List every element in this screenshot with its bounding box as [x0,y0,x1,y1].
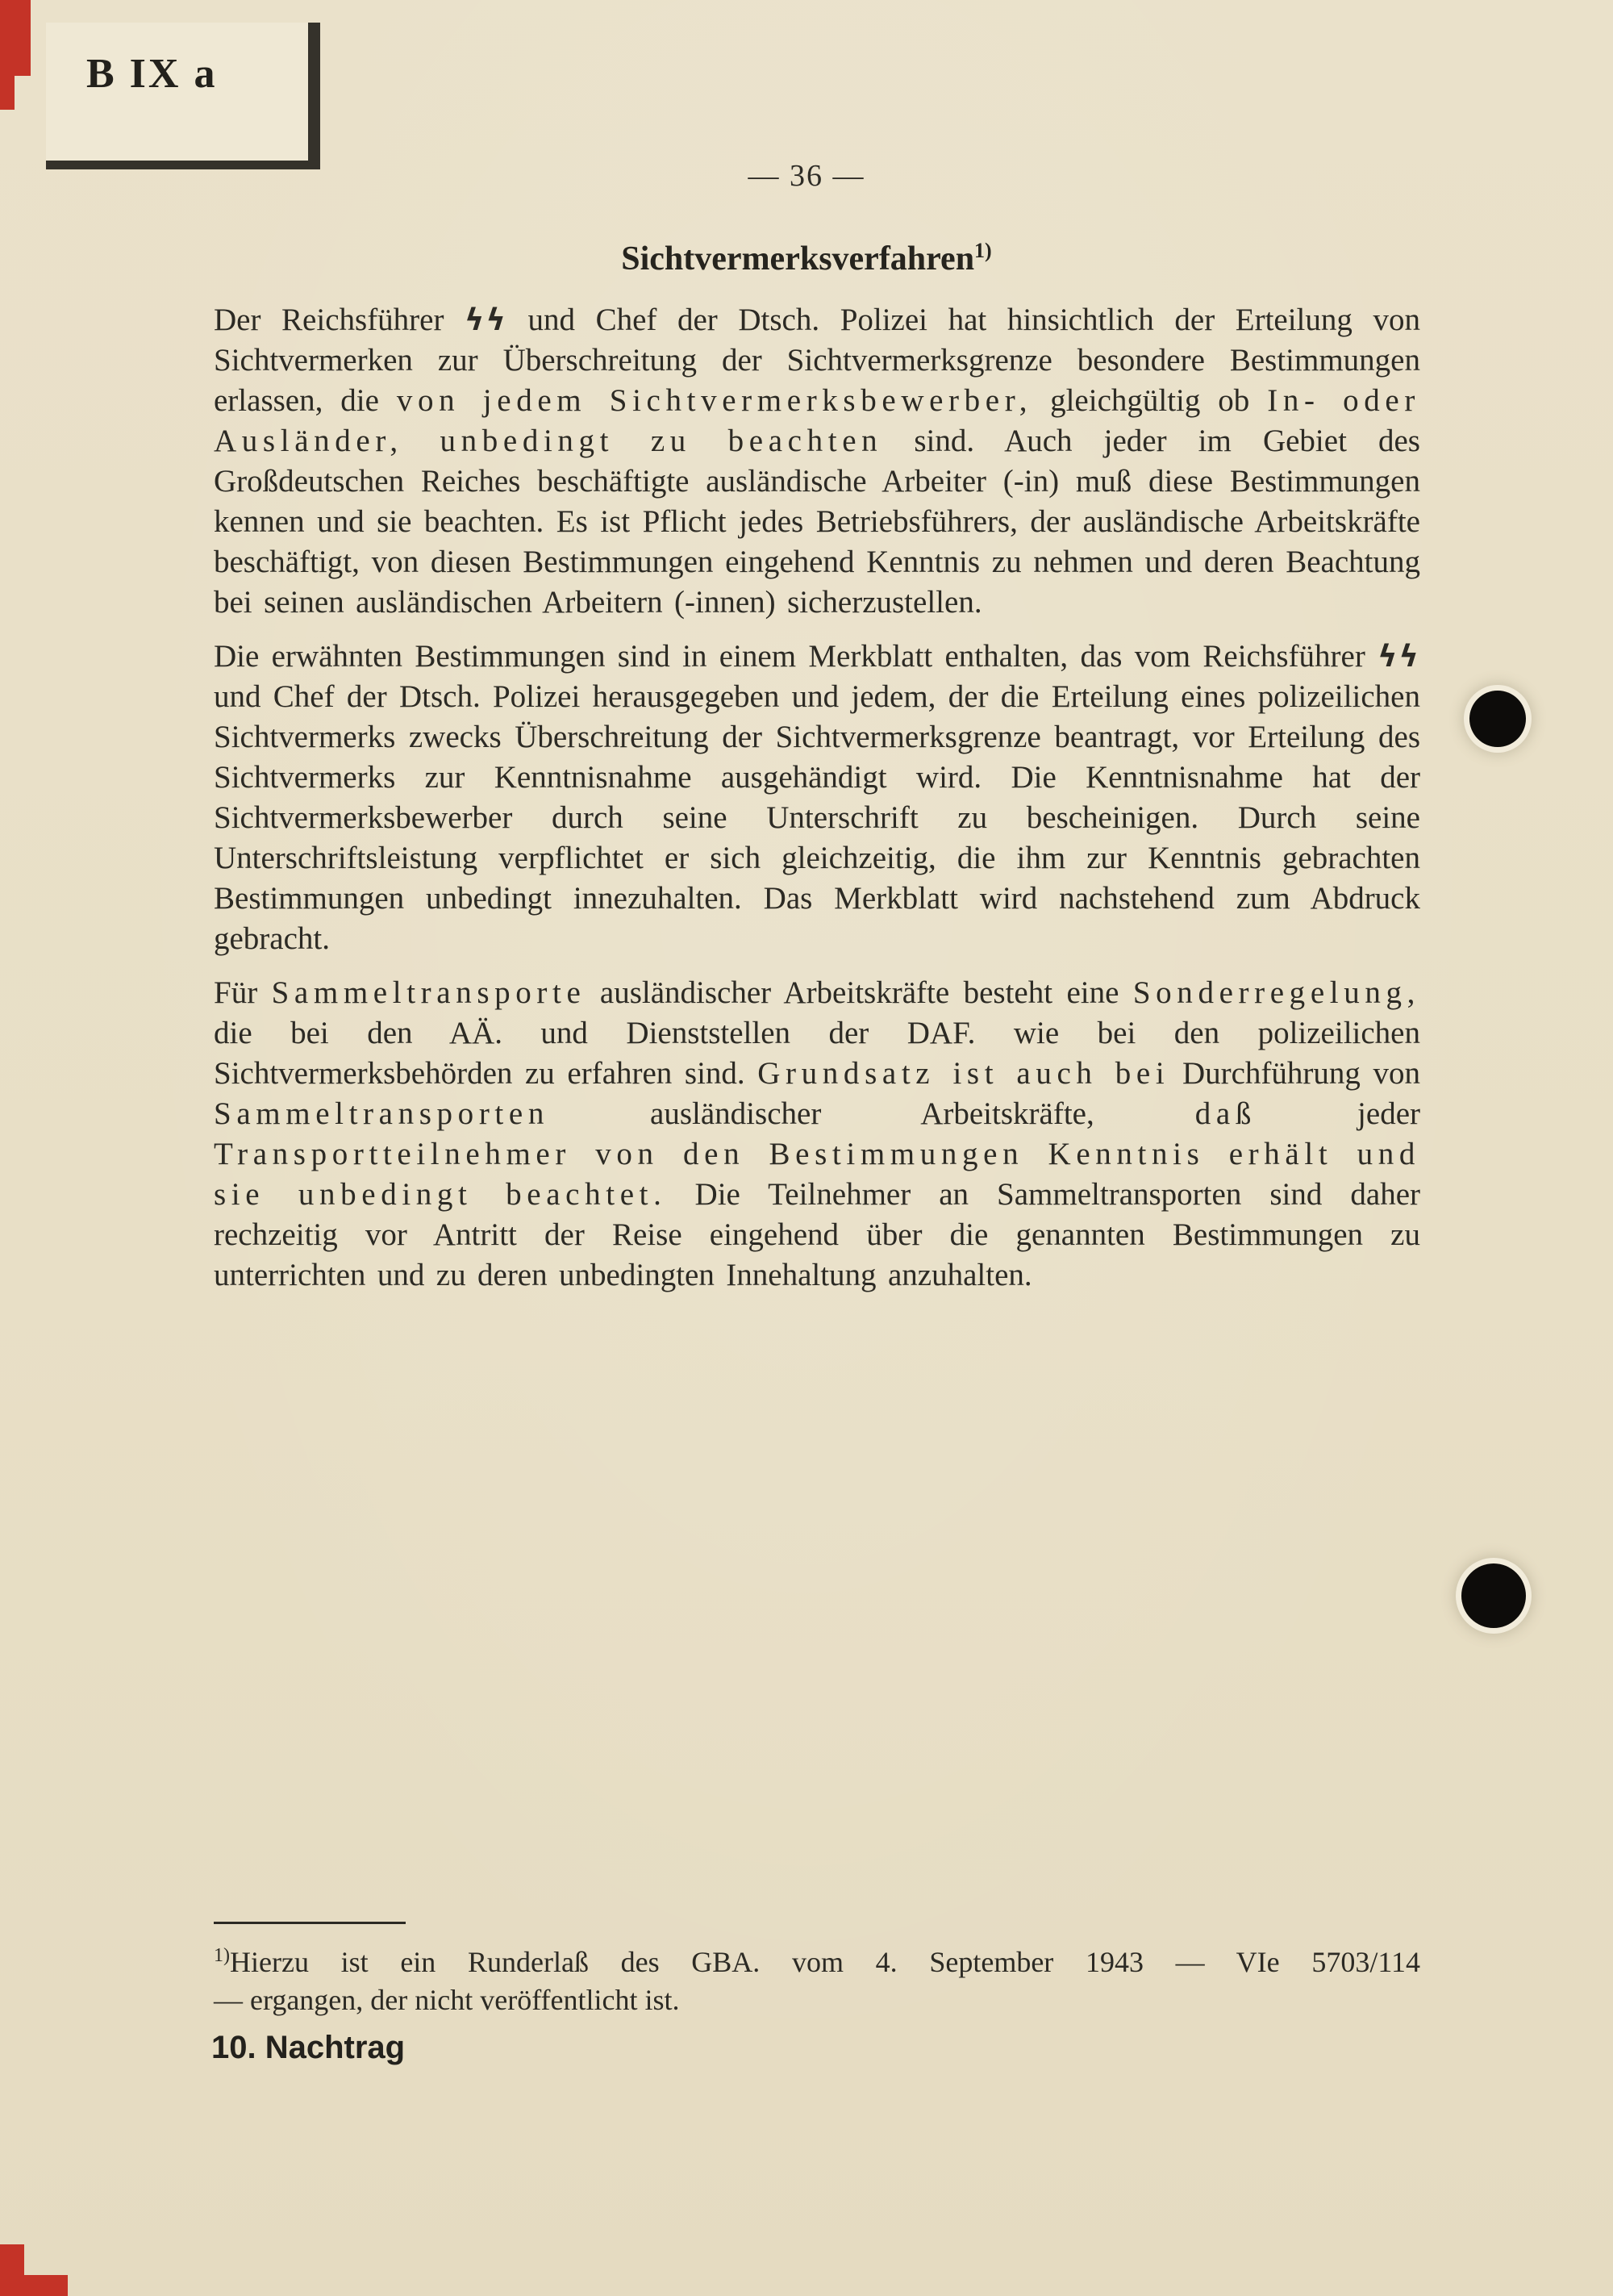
page-title [0,239,1613,278]
punch-hole-bottom [1461,1563,1526,1628]
page-number: — 36 — [748,159,865,193]
ss-runes-symbol: ϟϟ [1378,639,1420,674]
text-run: Der Reichsführer [214,303,465,337]
red-edge-mark-top [0,0,31,76]
footnote-marker: 1) [214,1945,230,1966]
text-run: gleichgültig ob [1032,383,1268,418]
red-edge-mark-bottom [0,2275,68,2296]
footnote [214,1937,1420,2019]
punch-hole-top [1469,691,1526,747]
text-run: Die Teilnehmer an Sammeltransporten sind daher rechzeitig vor Antritt der Reise eingehend über die genannten Bestimmungen zu unterrichten und zu deren unbedingten Innehaltung anzuhalten. [214,1177,1420,1292]
footnote-rule [214,1922,406,1924]
text-run: und Chef der Dtsch. Polizei herausgegeben und jedem, der die Erteilung eines polizeilichen Sichtvermerks zwecks Überschreitung der Sichtvermerksgrenze beantragt, vor Erteilung des Sichtvermerks zur Kenntnisnahme ausgehändigt wird. Die Kenntnisnahme hat der Sichtvermerksbewerber durch seine Unterschrift zu bescheinigen. Durch seine Unterschriftsleistung verpflichtet er sich gleichzeitig, die ihm zur Kenntnis gebrachten Bestimmungen unbedingt innezuhalten. Das Merkblatt wird nachstehend zum Abdruck gebracht. [214,679,1420,956]
page-title-text: Sichtvermerksverfahren [621,240,975,278]
footer-nachtrag-label: 10. Nachtrag [211,2030,406,2065]
text-run: jeder [1256,1096,1420,1131]
ss-runes-symbol: ϟϟ [465,303,507,337]
text-run: ausländischer Arbeitskräfte, [548,1096,1195,1131]
section-tab-label: B IX a [86,51,218,97]
text-run: In- oder Ausländer, unbedingt zu beachten [214,383,1420,458]
text-run: Sammeltransporten [214,1096,549,1131]
body-text [214,300,1420,1309]
paragraph [214,973,1420,1296]
text-run: ausländischer Arbeitskräfte besteht eine [586,975,1133,1010]
text-run: die bei den AÄ. und Dienststellen der DAF. wie bei den polizeilichen Sichtvermerksbehörden zu erfahren sind. [214,1016,1420,1091]
text-run: Sonderregelung, [1132,975,1420,1010]
text-run: Durchführung von [1169,1056,1420,1091]
footnote-line-2: — ergangen, der nicht veröffentlicht ist. [214,1984,680,2016]
text-run: von jedem Sichtvermerksbewerber, [396,383,1033,418]
red-edge-mark-top-small [0,76,15,110]
text-run: Die erwähnten Bestimmungen sind in einem Merkblatt enthalten, das vom Reichsführer [214,639,1378,674]
text-run: sind. Auch jeder im Gebiet des Großdeutschen Reiches beschäftigte ausländische Arbeiter (-in) muß diese Bestimmungen kennen und sie beachten. Es ist Pflicht jedes Betriebsführers, der ausländische Arbeitskräfte beschäftigt, von diesen Bestimmungen eingehend Kenntnis zu nehmen und deren Beachtung bei seinen ausländischen Arbeitern (-innen) sicherzustellen. [214,424,1420,620]
text-run: Transportteilnehmer von den Bestimmungen Kenntnis erhält und sie unbedingt beachtet. [214,1137,1420,1212]
text-run: Für [214,975,272,1010]
text-run: Grundsatz ist auch bei [757,1056,1170,1091]
footnote-line-1 [214,1937,1420,1981]
footnote-section [214,1922,1420,2019]
paragraph [214,300,1420,623]
text-run: und Chef der Dtsch. Polizei hat hinsichtlich der Erteilung von Sichtvermerken zur Überschreitung der Sichtvermerksgrenze besondere Bestimmungen erlassen, die [214,303,1420,418]
text-run: Sammeltransporte [271,975,586,1010]
title-footnote-marker: 1) [974,239,992,262]
paragraph [214,637,1420,959]
footnote-line1-text: Hierzu ist ein Runderlaß des GBA. vom 4. September 1943 — VIe 5703/114 [230,1946,1420,1978]
section-tab-box [46,23,320,169]
text-run: daß [1194,1096,1257,1131]
